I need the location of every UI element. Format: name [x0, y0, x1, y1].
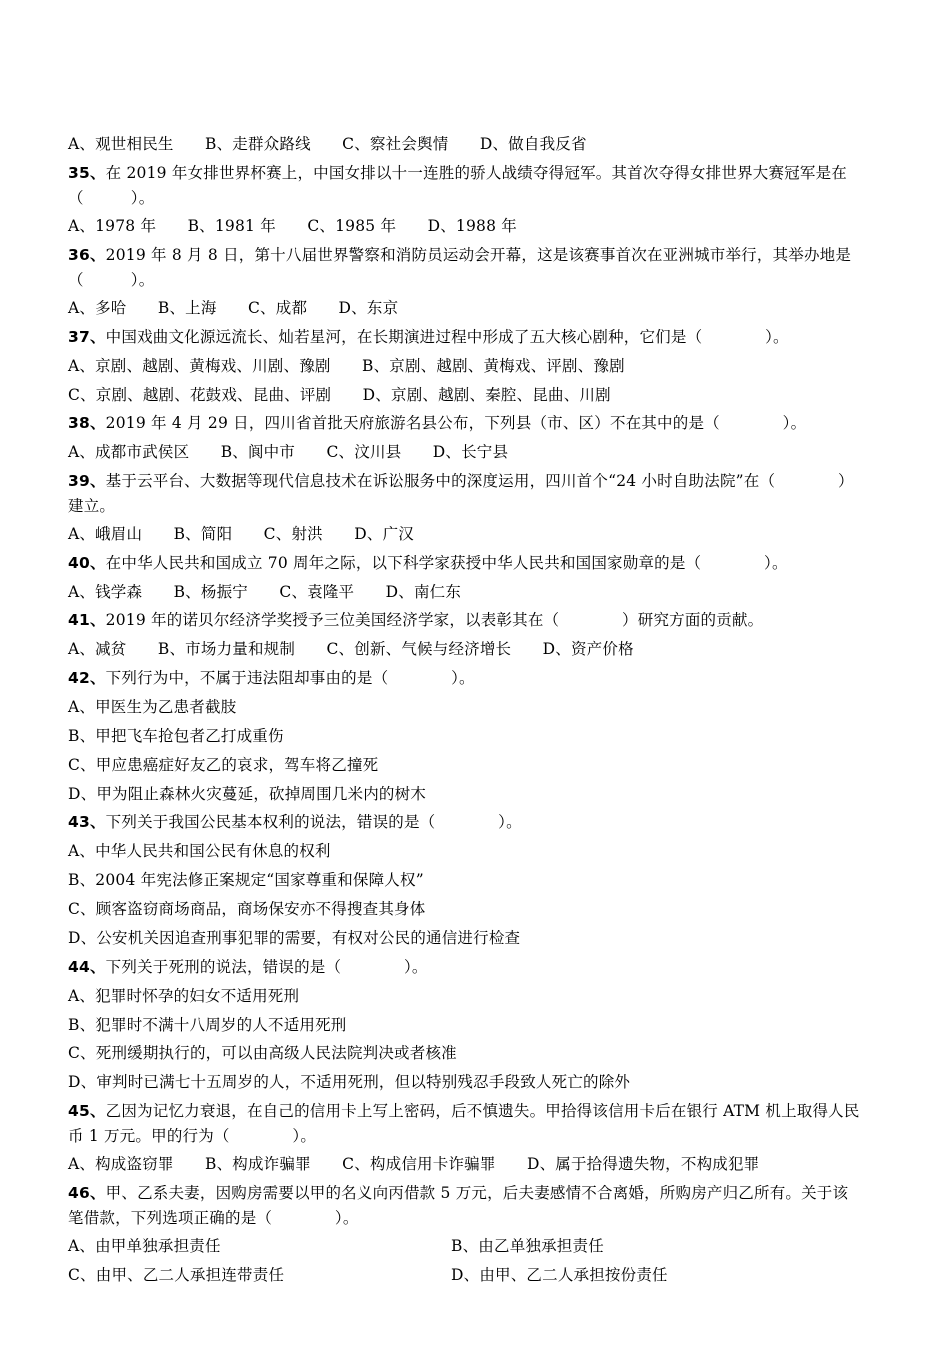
question-number: 42、: [68, 669, 106, 687]
question-43: [68, 812, 522, 832]
question-text: 下列关于死刑的说法，错误的是（ ）。: [105, 958, 428, 976]
q44-option-d: D、审判时已满七十五周岁的人，不适用死刑，但以特别残忍手段致人死亡的除外: [68, 1073, 631, 1091]
q40-options: A、钱学森 B、杨振宁 C、袁隆平 D、南仁东: [68, 583, 462, 601]
q34-options: A、观世相民生 B、走群众路线 C、察社会舆情 D、做自我反省: [68, 135, 587, 153]
q36-options: A、多哈 B、上海 C、成都 D、东京: [68, 299, 399, 317]
question-text: 中国戏曲文化源远流长、灿若星河，在长期演进过程中形成了五大核心剧种，它们是（ ）。: [105, 328, 789, 346]
question-text: 2019 年 4 月 29 日，四川省首批天府旅游名县公布，下列县（市、区）不在其中的是（ ）。: [105, 414, 807, 432]
q43-option-b: B、2004 年宪法修正案规定“国家尊重和保障人权”: [68, 871, 424, 889]
q46-option-a: A、由甲单独承担责任: [68, 1237, 221, 1255]
question-38: [68, 413, 806, 433]
question-text: 基于云平台、大数据等现代信息技术在诉讼服务中的深度运用，四川首个“24 小时自助法院”在（ ）: [105, 472, 854, 490]
question-39-cont: 建立。: [68, 497, 116, 515]
question-text: 甲、乙系夫妻，因购房需要以甲的名义向丙借款 5 万元，后夫妻感情不合离婚，所购房产归乙所有。关于该: [105, 1184, 849, 1202]
q43-option-c: C、顾客盗窃商场商品，商场保安亦不得搜查其身体: [68, 900, 426, 918]
q46-options-cd: [68, 1265, 888, 1285]
q37-options-cd: C、京剧、越剧、花鼓戏、昆曲、评剧 D、京剧、越剧、秦腔、昆曲、川剧: [68, 386, 611, 404]
q46-option-c: C、由甲、乙二人承担连带责任: [68, 1266, 285, 1284]
q46-options-ab: [68, 1236, 888, 1256]
question-45-cont: 币 1 万元。甲的行为（ ）。: [68, 1127, 317, 1145]
question-37: [68, 327, 789, 347]
q37-options-ab: A、京剧、越剧、黄梅戏、川剧、豫剧 B、京剧、越剧、黄梅戏、评剧、豫剧: [68, 357, 625, 375]
q42-option-a: A、甲医生为乙患者截肢: [68, 698, 237, 716]
q44-option-a: A、犯罪时怀孕的妇女不适用死刑: [68, 987, 300, 1005]
q42-option-d: D、甲为阻止森林火灾蔓延，砍掉周围几米内的树木: [68, 785, 427, 803]
question-35-cont: （ ）。: [68, 189, 155, 207]
q38-options: A、成都市武侯区 B、阆中市 C、汶川县 D、长宁县: [68, 443, 509, 461]
question-number: 45、: [68, 1102, 106, 1120]
q45-options: A、构成盗窃罪 B、构成诈骗罪 C、构成信用卡诈骗罪 D、属于拾得遗失物，不构成犯罪: [68, 1155, 760, 1173]
question-46: [68, 1183, 848, 1203]
question-number: 44、: [68, 958, 106, 976]
question-number: 39、: [68, 472, 106, 490]
q42-option-b: B、甲把飞车抢包者乙打成重伤: [68, 727, 284, 745]
q44-option-c: C、死刑缓期执行的，可以由高级人民法院判决或者核准: [68, 1044, 457, 1062]
question-number: 46、: [68, 1184, 106, 1202]
question-text: 2019 年的诺贝尔经济学奖授予三位美国经济学家，以表彰其在（ ）研究方面的贡献。: [105, 611, 764, 629]
q39-options: A、峨眉山 B、简阳 C、射洪 D、广汉: [68, 525, 414, 543]
question-number: 36、: [68, 246, 106, 264]
question-42: [68, 668, 475, 688]
q35-options: A、1978 年 B、1981 年 C、1985 年 D、1988 年: [68, 217, 517, 235]
q46-option-d: D、由甲、乙二人承担按份责任: [451, 1266, 668, 1284]
q43-option-d: D、公安机关因追查刑事犯罪的需要，有权对公民的通信进行检查: [68, 929, 521, 947]
q46-option-b: B、由乙单独承担责任: [451, 1237, 604, 1255]
question-text: 在中华人民共和国成立 70 周年之际，以下科学家获授中华人民共和国国家勋章的是（ ）。: [105, 554, 788, 572]
question-36: [68, 245, 851, 265]
question-text: 乙因为记忆力衰退，在自己的信用卡上写上密码，后不慎遗失。甲拾得该信用卡后在银行 ATM 机上取得人民: [105, 1102, 860, 1120]
question-number: 43、: [68, 813, 106, 831]
question-number: 40、: [68, 554, 106, 572]
question-41: [68, 610, 763, 630]
question-46-cont: 笔借款，下列选项正确的是（ ）。: [68, 1209, 359, 1227]
question-45: [68, 1101, 860, 1121]
question-40: [68, 553, 788, 573]
q44-option-b: B、犯罪时不满十八周岁的人不适用死刑: [68, 1016, 347, 1034]
question-text: 下列行为中，不属于违法阻却事由的是（ ）。: [105, 669, 475, 687]
question-text: 2019 年 8 月 8 日，第十八届世界警察和消防员运动会开幕，这是该赛事首次在亚洲城市举行，其举办地是: [105, 246, 852, 264]
question-number: 38、: [68, 414, 106, 432]
q43-option-a: A、中华人民共和国公民有休息的权利: [68, 842, 331, 860]
q42-option-c: C、甲应患癌症好友乙的哀求，驾车将乙撞死: [68, 756, 379, 774]
question-text: 下列关于我国公民基本权利的说法，错误的是（ ）。: [105, 813, 522, 831]
q41-options: A、减贫 B、市场力量和规制 C、创新、气候与经济增长 D、资产价格: [68, 640, 634, 658]
question-35: [68, 163, 847, 183]
question-number: 41、: [68, 611, 106, 629]
question-number: 37、: [68, 328, 106, 346]
question-36-cont: （ ）。: [68, 271, 155, 289]
question-text: 在 2019 年女排世界杯赛上，中国女排以十一连胜的骄人战绩夺得冠军。其首次夺得女排世界大赛冠军是在: [105, 164, 847, 182]
question-44: [68, 957, 428, 977]
question-number: 35、: [68, 164, 106, 182]
question-39: [68, 471, 854, 491]
